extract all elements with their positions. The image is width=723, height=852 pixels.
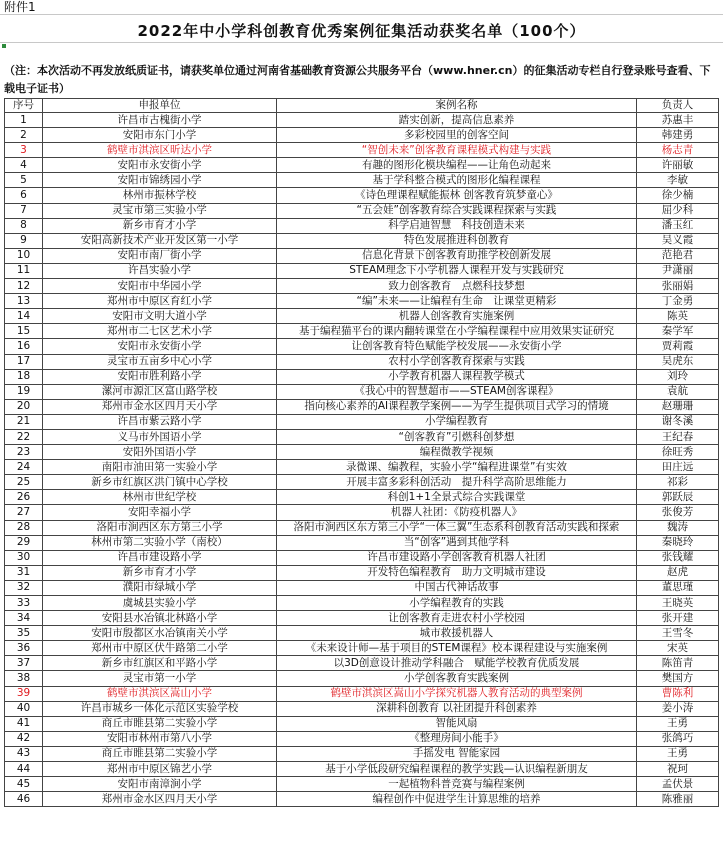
cell-case: 鹤壁市淇滨区嵩山小学探究机器人教育活动的典型案例: [277, 686, 637, 701]
cell-case: 科学启迪智慧 科技创造未来: [277, 218, 637, 233]
table-row: [5, 399, 719, 414]
cell-lead: 徐旺秀: [637, 445, 719, 460]
cell-no: 31: [5, 565, 43, 580]
table-row: [5, 746, 719, 761]
cell-no: 41: [5, 716, 43, 731]
cell-lead: 张丽娟: [637, 279, 719, 294]
cell-no: 16: [5, 339, 43, 354]
table-row: [5, 203, 719, 218]
cell-case: 特色发展推进科创教育: [277, 233, 637, 248]
cell-case: 让创客教育特色赋能学校发展——永安街小学: [277, 339, 637, 354]
cell-lead: 王雪冬: [637, 626, 719, 641]
cell-no: 43: [5, 746, 43, 761]
cell-unit: 安阳市南厂街小学: [43, 248, 277, 263]
cell-unit: 鹤壁市淇滨区昕达小学: [43, 143, 277, 158]
cell-unit: 安阳市林州市第八小学: [43, 731, 277, 746]
cell-case: 小学创客教育实践案例: [277, 671, 637, 686]
cell-lead: 秦学军: [637, 324, 719, 339]
table-row: [5, 777, 719, 792]
cell-no: 18: [5, 369, 43, 384]
cell-case: 小学教育机器人课程教学模式: [277, 369, 637, 384]
cell-case: 有趣的图形化模块编程——让角色动起来: [277, 158, 637, 173]
page-title: 2022年中小学科创教育优秀案例征集活动获奖名单（100个）: [137, 22, 586, 40]
cell-case: 洛阳市涧西区东方第三小学“一体三翼”生态系科创教育活动实践和探索: [277, 520, 637, 535]
cell-lead: 尹潇丽: [637, 263, 719, 278]
cell-unit: 洛阳市涧西区东方第三小学: [43, 520, 277, 535]
cell-unit: 林州市第二实验小学（南校）: [43, 535, 277, 550]
table-row: [5, 429, 719, 444]
cell-unit: 新乡市育才小学: [43, 565, 277, 580]
cell-unit: 郑州市二七区艺术小学: [43, 324, 277, 339]
cell-unit: 郑州市中原区育红小学: [43, 294, 277, 309]
cell-lead: 张开建: [637, 611, 719, 626]
cell-no: 27: [5, 505, 43, 520]
table-row: [5, 641, 719, 656]
cell-no: 7: [5, 203, 43, 218]
table-row: [5, 490, 719, 505]
table-row: [5, 173, 719, 188]
cell-marker: [2, 44, 6, 48]
header-lead: 负责人: [637, 99, 719, 113]
cell-lead: 陈英: [637, 309, 719, 324]
cell-lead: 赵珊珊: [637, 399, 719, 414]
divider: [0, 42, 723, 43]
cell-case: 开发特色编程教育 助力文明城市建设: [277, 565, 637, 580]
notice-text: （注：本次活动不再发放纸质证书，请获奖单位通过河南省基础教育资源公共服务平台（www.hner.cn）的征集活动专栏自行登录账号查看、下载电子证书）: [4, 64, 711, 95]
cell-case: 指向核心素养的AI课程教学案例——为学生提供项目式学习的情境: [277, 399, 637, 414]
cell-lead: 谢冬溪: [637, 414, 719, 429]
cell-no: 8: [5, 218, 43, 233]
table-row: [5, 218, 719, 233]
table-header-row: [5, 99, 719, 113]
cell-no: 24: [5, 460, 43, 475]
cell-unit: 灵宝市第三实验小学: [43, 203, 277, 218]
cell-no: 20: [5, 399, 43, 414]
cell-case: 小学编程教育的实践: [277, 596, 637, 611]
cell-no: 39: [5, 686, 43, 701]
cell-no: 5: [5, 173, 43, 188]
cell-case: 多彩校园里的创客空间: [277, 128, 637, 143]
cell-no: 23: [5, 445, 43, 460]
cell-unit: 安阳外国语小学: [43, 445, 277, 460]
cell-lead: 吴义霞: [637, 233, 719, 248]
cell-no: 2: [5, 128, 43, 143]
cell-unit: 义马市外国语小学: [43, 429, 277, 444]
cell-no: 6: [5, 188, 43, 203]
cell-lead: 祁彩: [637, 475, 719, 490]
cell-no: 14: [5, 309, 43, 324]
table-row: [5, 701, 719, 716]
divider: [0, 14, 723, 15]
table-row: [5, 656, 719, 671]
cell-lead: 秦晓玲: [637, 535, 719, 550]
table-row: [5, 294, 719, 309]
cell-unit: 林州市世纪学校: [43, 490, 277, 505]
cell-no: 36: [5, 641, 43, 656]
cell-unit: 安阳县水冶镇北林路小学: [43, 611, 277, 626]
cell-unit: 郑州市中原区伏牛路第二小学: [43, 641, 277, 656]
cell-case: 城市救援机器人: [277, 626, 637, 641]
cell-lead: 孟伏景: [637, 777, 719, 792]
table-row: [5, 505, 719, 520]
table-row: [5, 611, 719, 626]
cell-unit: 灵宝市第一小学: [43, 671, 277, 686]
cell-unit: 虞城县实验小学: [43, 596, 277, 611]
table-row: [5, 324, 719, 339]
cell-no: 38: [5, 671, 43, 686]
cell-lead: 魏涛: [637, 520, 719, 535]
cell-no: 26: [5, 490, 43, 505]
cell-lead: 许丽敏: [637, 158, 719, 173]
cell-lead: 宋英: [637, 641, 719, 656]
table-row: [5, 279, 719, 294]
cell-lead: 徐少楠: [637, 188, 719, 203]
cell-unit: 郑州市金水区四月天小学: [43, 792, 277, 807]
cell-no: 25: [5, 475, 43, 490]
cell-unit: 安阳高新技术产业开发区第一小学: [43, 233, 277, 248]
cell-lead: 赵虎: [637, 565, 719, 580]
cell-no: 33: [5, 596, 43, 611]
cell-no: 42: [5, 731, 43, 746]
header-case: 案例名称: [277, 99, 637, 113]
cell-lead: 袁航: [637, 384, 719, 399]
cell-no: 19: [5, 384, 43, 399]
cell-lead: 屈少科: [637, 203, 719, 218]
cell-unit: 商丘市睢县第二实验小学: [43, 746, 277, 761]
cell-unit: 安阳市锦绣园小学: [43, 173, 277, 188]
table-row: [5, 460, 719, 475]
cell-unit: 许昌市建设路小学: [43, 550, 277, 565]
cell-case: 基于编程猫平台的课内翻转课堂在小学编程课程中应用效果实证研究: [277, 324, 637, 339]
cell-case: 编程微教学视频: [277, 445, 637, 460]
cell-lead: 吴虎东: [637, 354, 719, 369]
cell-lead: 张鸽巧: [637, 731, 719, 746]
cell-lead: 韩建勇: [637, 128, 719, 143]
cell-unit: 新乡市红旗区和平路小学: [43, 656, 277, 671]
table-row: [5, 233, 719, 248]
table-row: [5, 535, 719, 550]
cell-no: 11: [5, 263, 43, 278]
cell-lead: 陈笛青: [637, 656, 719, 671]
cell-no: 30: [5, 550, 43, 565]
cell-no: 37: [5, 656, 43, 671]
table-row: [5, 354, 719, 369]
cell-case: 机器人创客教育实施案例: [277, 309, 637, 324]
table-row: [5, 158, 719, 173]
cell-lead: 田庄远: [637, 460, 719, 475]
table-row: [5, 414, 719, 429]
cell-no: 21: [5, 414, 43, 429]
table-row: [5, 686, 719, 701]
table-row: [5, 565, 719, 580]
table-row: [5, 339, 719, 354]
cell-case: 深耕科创教育 以社团提升科创素养: [277, 701, 637, 716]
table-row: [5, 475, 719, 490]
cell-unit: 安阳市胜利路小学: [43, 369, 277, 384]
cell-case: “编”未来——让编程有生命 让课堂更精彩: [277, 294, 637, 309]
cell-no: 17: [5, 354, 43, 369]
cell-no: 34: [5, 611, 43, 626]
cell-lead: 范艳君: [637, 248, 719, 263]
cell-no: 3: [5, 143, 43, 158]
table-row: [5, 580, 719, 595]
cell-unit: 新乡市育才小学: [43, 218, 277, 233]
table-row: [5, 113, 719, 128]
table-row: [5, 128, 719, 143]
cell-case: 许昌市建设路小学创客教育机器人社团: [277, 550, 637, 565]
cell-case: 踏实创新，提高信息素养: [277, 113, 637, 128]
cell-unit: 安阳市南漳涧小学: [43, 777, 277, 792]
cell-unit: 安阳市中华园小学: [43, 279, 277, 294]
cell-no: 45: [5, 777, 43, 792]
cell-case: 信息化背景下创客教育助推学校创新发展: [277, 248, 637, 263]
cell-unit: 安阳市文明大道小学: [43, 309, 277, 324]
cell-no: 12: [5, 279, 43, 294]
cell-case: 基于小学低段研究编程课程的教学实践—认识编程新朋友: [277, 762, 637, 777]
header-unit: 申报单位: [43, 99, 277, 113]
cell-lead: 董思瑾: [637, 580, 719, 595]
cell-no: 29: [5, 535, 43, 550]
table-row: [5, 445, 719, 460]
cell-unit: 漯河市源汇区富山路学校: [43, 384, 277, 399]
table-row: [5, 626, 719, 641]
cell-no: 32: [5, 580, 43, 595]
cell-case: 机器人社团：《防疫机器人》: [277, 505, 637, 520]
cell-lead: 祝珂: [637, 762, 719, 777]
cell-case: 《整理房间小能手》: [277, 731, 637, 746]
cell-unit: 安阳市永安街小学: [43, 339, 277, 354]
cell-case: 《未来设计师—基于项目的STEM课程》校本课程建设与实施案例: [277, 641, 637, 656]
cell-case: 智能风扇: [277, 716, 637, 731]
cell-lead: 王纪春: [637, 429, 719, 444]
header-no: 序号: [5, 99, 43, 113]
cell-no: 22: [5, 429, 43, 444]
cell-unit: 林州市振林学校: [43, 188, 277, 203]
cell-no: 35: [5, 626, 43, 641]
table-row: [5, 762, 719, 777]
cell-case: 一起植物科普竞赛与编程案例: [277, 777, 637, 792]
table-row: [5, 596, 719, 611]
cell-lead: 姜小涛: [637, 701, 719, 716]
cell-unit: 南阳市油田第一实验小学: [43, 460, 277, 475]
cell-no: 40: [5, 701, 43, 716]
table-row: [5, 263, 719, 278]
cell-unit: 鹤壁市淇滨区嵩山小学: [43, 686, 277, 701]
cell-case: 让创客教育走进农村小学校园: [277, 611, 637, 626]
cell-unit: 许昌实验小学: [43, 263, 277, 278]
cell-no: 10: [5, 248, 43, 263]
cell-case: 中国古代神话故事: [277, 580, 637, 595]
cell-unit: 郑州市中原区锦艺小学: [43, 762, 277, 777]
cell-case: 基于学科整合模式的图形化编程课程: [277, 173, 637, 188]
cell-unit: 郑州市金水区四月天小学: [43, 399, 277, 414]
table-row: [5, 716, 719, 731]
cell-lead: 陈雅丽: [637, 792, 719, 807]
cell-case: 小学编程教育: [277, 414, 637, 429]
cell-unit: 安阳市殷都区水冶镇南关小学: [43, 626, 277, 641]
table-row: [5, 731, 719, 746]
cell-lead: 王晓英: [637, 596, 719, 611]
cell-no: 15: [5, 324, 43, 339]
cell-lead: 刘玲: [637, 369, 719, 384]
cell-lead: 贾莉霞: [637, 339, 719, 354]
table-row: [5, 309, 719, 324]
cell-no: 9: [5, 233, 43, 248]
cell-no: 4: [5, 158, 43, 173]
table-row: [5, 188, 719, 203]
cell-lead: 王勇: [637, 746, 719, 761]
cell-case: 《我心中的智慧超市——STEAM创客课程》: [277, 384, 637, 399]
cell-lead: 樊国方: [637, 671, 719, 686]
award-table: [4, 98, 719, 807]
cell-unit: 许昌市古槐街小学: [43, 113, 277, 128]
cell-no: 1: [5, 113, 43, 128]
cell-case: 致力创客教育 点燃科技梦想: [277, 279, 637, 294]
table-row: [5, 384, 719, 399]
cell-lead: 李敏: [637, 173, 719, 188]
cell-case: 以3D创意设计推动学科融合 赋能学校教育优质发展: [277, 656, 637, 671]
cell-no: 44: [5, 762, 43, 777]
cell-unit: 许昌市紫云路小学: [43, 414, 277, 429]
cell-lead: 曹陈利: [637, 686, 719, 701]
table-row: [5, 143, 719, 158]
cell-case: 《诗色理课程赋能振林 创客教育筑梦童心》: [277, 188, 637, 203]
cell-no: 46: [5, 792, 43, 807]
cell-case: 编程创作中促进学生计算思维的培养: [277, 792, 637, 807]
cell-unit: 许昌市城乡一体化示范区实验学校: [43, 701, 277, 716]
cell-case: 农村小学创客教育探索与实践: [277, 354, 637, 369]
cell-case: “五会娃”创客教育综合实践课程探索与实践: [277, 203, 637, 218]
cell-lead: 王勇: [637, 716, 719, 731]
table-row: [5, 369, 719, 384]
cell-no: 28: [5, 520, 43, 535]
cell-lead: 丁金勇: [637, 294, 719, 309]
table-row: [5, 671, 719, 686]
cell-lead: 张钱耀: [637, 550, 719, 565]
cell-lead: 潘玉红: [637, 218, 719, 233]
cell-case: STEAM理念下小学机器人课程开发与实践研究: [277, 263, 637, 278]
cell-case: 科创1+1全景式综合实践课堂: [277, 490, 637, 505]
cell-case: 录微课、编教程，实验小学“编程进课堂”有实效: [277, 460, 637, 475]
cell-case: 开展丰富多彩科创活动 提升科学高阶思维能力: [277, 475, 637, 490]
attachment-label: 附件1: [4, 0, 36, 14]
cell-case: 手摇发电 智能家园: [277, 746, 637, 761]
cell-unit: 安阳市东门小学: [43, 128, 277, 143]
table-row: [5, 520, 719, 535]
cell-case: “智创未来”创客教育课程模式构建与实践: [277, 143, 637, 158]
cell-unit: 新乡市红旗区洪门镇中心学校: [43, 475, 277, 490]
table-row: [5, 550, 719, 565]
cell-lead: 郭跃辰: [637, 490, 719, 505]
cell-case: “创客教育”引燃科创梦想: [277, 429, 637, 444]
cell-lead: 杨志青: [637, 143, 719, 158]
cell-unit: 濮阳市绿城小学: [43, 580, 277, 595]
cell-lead: 苏惠丰: [637, 113, 719, 128]
table-row: [5, 792, 719, 807]
cell-unit: 灵宝市五亩乡中心小学: [43, 354, 277, 369]
cell-no: 13: [5, 294, 43, 309]
table-row: [5, 248, 719, 263]
cell-lead: 张俊芳: [637, 505, 719, 520]
cell-unit: 安阳幸福小学: [43, 505, 277, 520]
cell-unit: 安阳市永安街小学: [43, 158, 277, 173]
cell-case: 当“创客”遇到其他学科: [277, 535, 637, 550]
cell-unit: 商丘市睢县第二实验小学: [43, 716, 277, 731]
